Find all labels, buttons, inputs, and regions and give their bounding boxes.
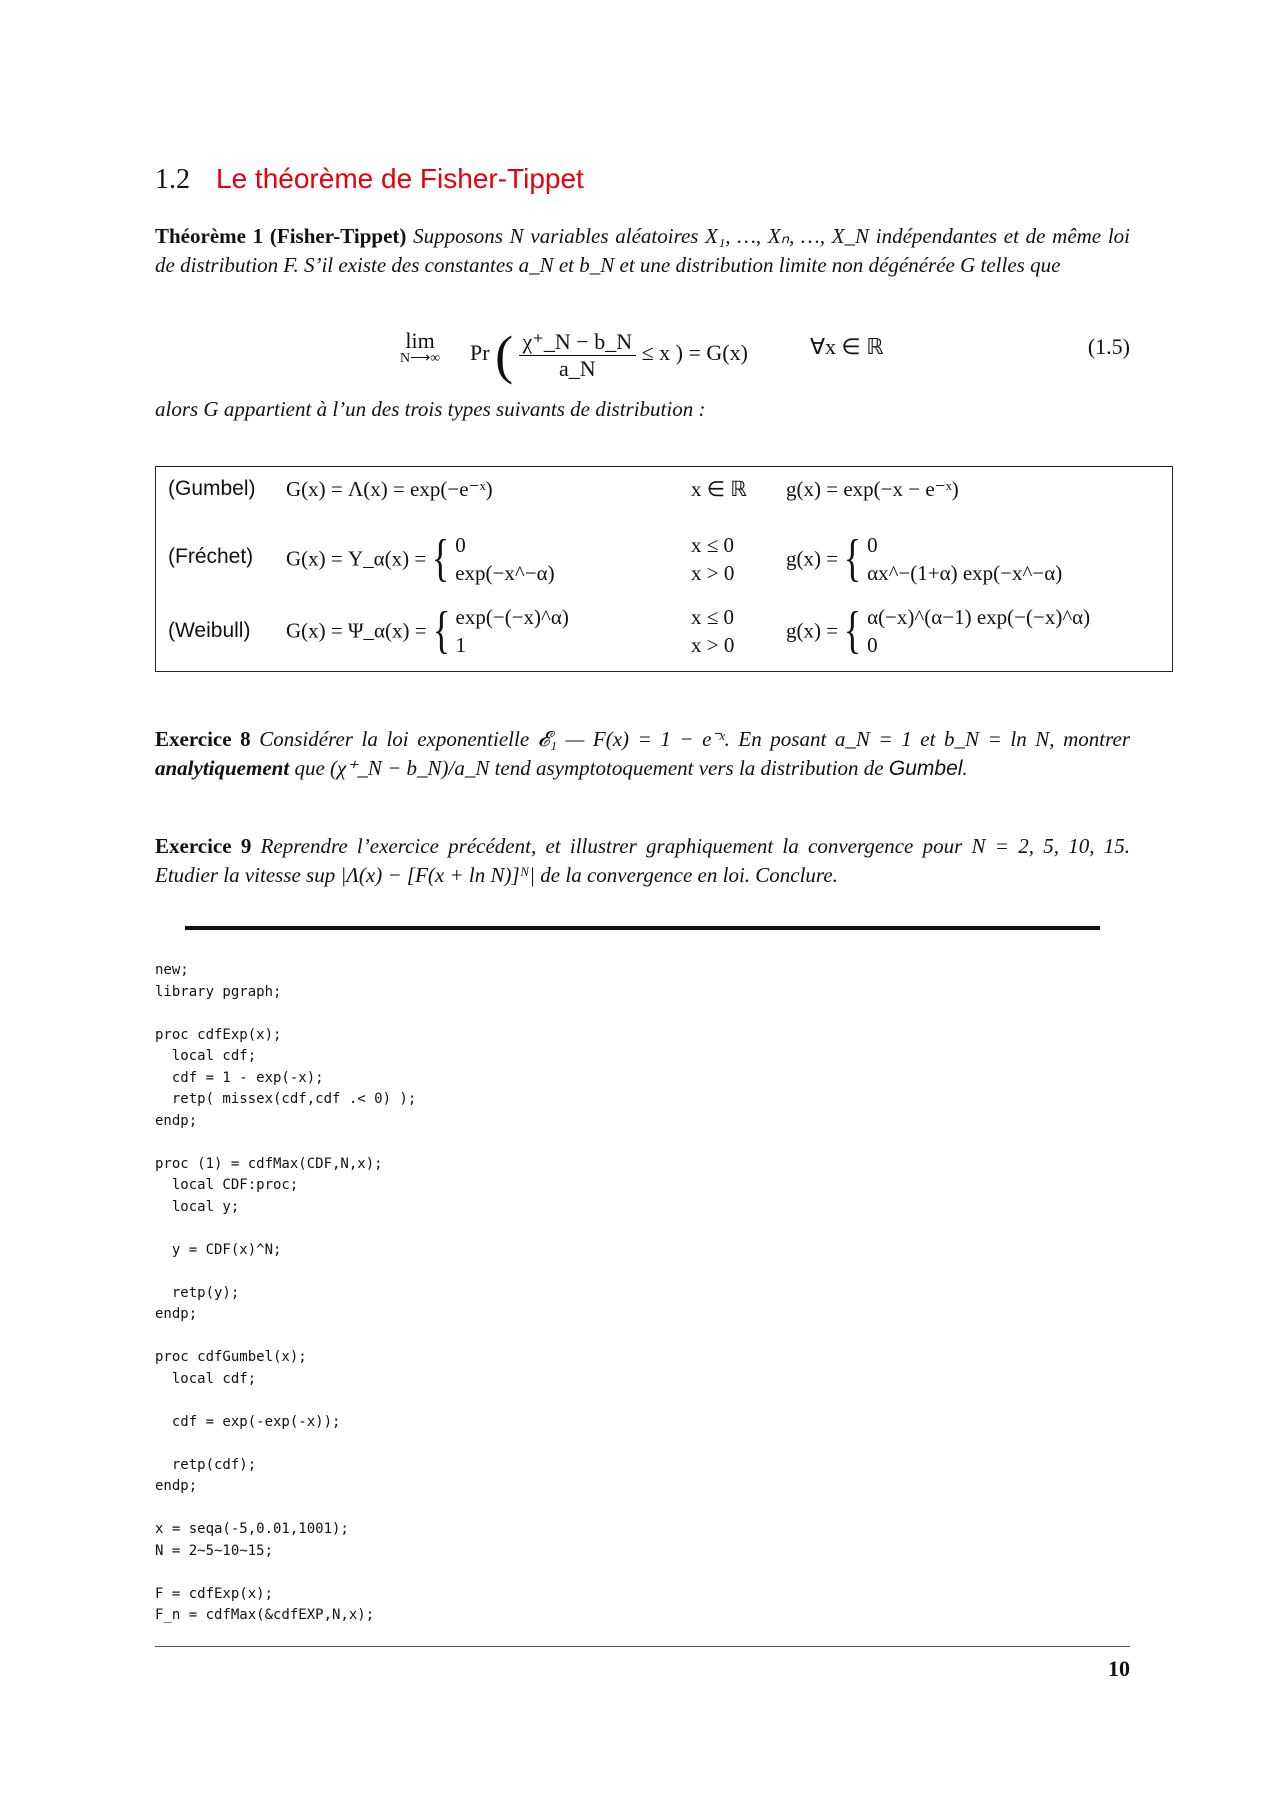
weibull-density-lhs: g(x) = [786,618,839,643]
exercice-9-text: Reprendre l’exercice précédent, et illustrer graphiquement la convergence pour N = 2, 5, 10, 15. Etudier la vitesse sup |Λ(x) − [F(x + ln N)]ᴺ| de la convergence en loi. Conclure. [155,834,1130,887]
equation-1-5 [155,312,1130,384]
weibull-case2: 1 [455,633,467,657]
weibull-g2: 0 [867,633,878,657]
lim-subscript: N⟶∞ [400,351,441,366]
frechet-label: (Fréchet) [168,545,254,568]
frechet-cdf-lhs: G(x) = Υ_α(x) = [286,546,427,571]
weibull-cases [456,603,569,659]
weibull-density-cases [867,603,1090,659]
section-number: 1.2 [155,164,190,195]
frechet-cdf [286,531,555,587]
exercice-8-text2: que (χ⁺_N − b_N)/a_N tend asymptotoquement vers la distribution de [294,756,884,780]
theorem-intro: Supposons N variables aléatoires X₁, …, Xₙ, …, X_N indépendantes et de même loi de distribution F. S’il existe des constantes a_N et b_N et une distribution limite non dégénérée G telles que [155,224,1131,277]
theorem-head: Théorème 1 (Fisher-Tippet) [155,224,407,248]
footer-rule [155,1646,1130,1647]
separator-rule [185,926,1100,930]
frechet-dom2: x > 0 [691,561,735,585]
frechet-domains [691,531,734,587]
weibull-cdf [286,603,569,659]
equation-rhs: ≤ x ) = G(x) [641,340,748,366]
frechet-g2: αx^−(1+α) exp(−x^−α) [867,561,1063,585]
equation-fraction [519,329,637,382]
lim-text: lim [405,328,435,353]
weibull-density [786,603,1090,659]
frechet-case2: exp(−x^−α) [455,561,555,585]
weibull-dom1: x ≤ 0 [691,605,735,629]
weibull-brace: { [432,602,450,659]
equation-body: Pr ( $\frac{\chi^+\_N - b\_N}{a\_N}$ ≤ x ) = G(x) [470,325,748,385]
pr-text: Pr [470,340,490,366]
equation-forall: ∀x ∈ ℝ [810,334,884,359]
exercice-8-bold: analytiquement [155,756,290,780]
exercice-9-head: Exercice 9 [155,834,252,858]
frechet-brace: { [431,530,450,587]
theorem-conclusion: alors G appartient à l’un des trois types suivants de distribution : [155,397,706,421]
frechet-density [786,531,1062,587]
weibull-density-brace: { [843,602,862,659]
frechet-density-cases [867,531,1062,587]
weibull-case1: exp(−(−x)^α) [455,605,569,629]
weibull-domains [691,603,734,659]
gumbel-density: g(x) = exp(−x − e⁻ˣ) [786,477,959,501]
fraction-denominator: a_N [559,355,596,381]
frechet-density-lhs: g(x) = [786,546,839,571]
gumbel-domain: x ∈ ℝ [691,477,747,501]
exercice-9 [155,832,1130,890]
equation-tag: (1.5) [1087,334,1130,359]
theorem-statement [155,222,1130,280]
frechet-case1: 0 [455,533,466,557]
section-heading [155,162,584,196]
section-title: Le théorème de Fisher-Tippet [216,163,584,194]
gumbel-label: (Gumbel) [168,477,256,500]
gauss-code-listing: new; library pgraph; proc cdfExp(x); local cdf; cdf = 1 - exp(-x); retp( missex(cdf,cdf .< 0) ); endp; proc (1) = cdfMax(CDF,N,x); local CDF:proc; local y; y = CDF(x)^N; retp(y); endp; proc cdfGumbel(x); local cdf; cdf = exp(-exp(-x)); retp(cdf); endp; x = seqa(-5,0.01,1001); N = 2~5~10~15; F = cdfExp(x); F_n = cdfMax(&cdfEXP,N,x); [155,962,417,1623]
exercice-8 [155,725,1130,783]
frechet-dom1: x ≤ 0 [691,533,735,557]
limit-operator [400,312,440,367]
distribution-types-box [155,466,1173,672]
exercice-8-head: Exercice 8 [155,727,251,751]
fraction-numerator: χ⁺_N − b_N [519,329,637,356]
weibull-g1: α(−x)^(α−1) exp(−(−x)^α) [867,605,1091,629]
weibull-label: (Weibull) [168,619,251,642]
exercice-8-gumbel: Gumbel. [888,757,969,780]
gumbel-cdf: G(x) = Λ(x) = exp(−e⁻ˣ) [286,477,493,501]
frechet-g1: 0 [867,533,878,557]
weibull-dom2: x > 0 [691,633,735,657]
page-number: 10 [1108,1656,1130,1681]
frechet-density-brace: { [843,530,862,587]
frechet-cases [455,531,554,587]
weibull-cdf-lhs: G(x) = Ψ_α(x) = [286,618,427,643]
exercice-8-text1: Considérer la loi exponentielle 𝓔₁ — F(x) = 1 − e⁻ˣ. En posant a_N = 1 et b_N = ln N, montrer [259,727,1131,751]
